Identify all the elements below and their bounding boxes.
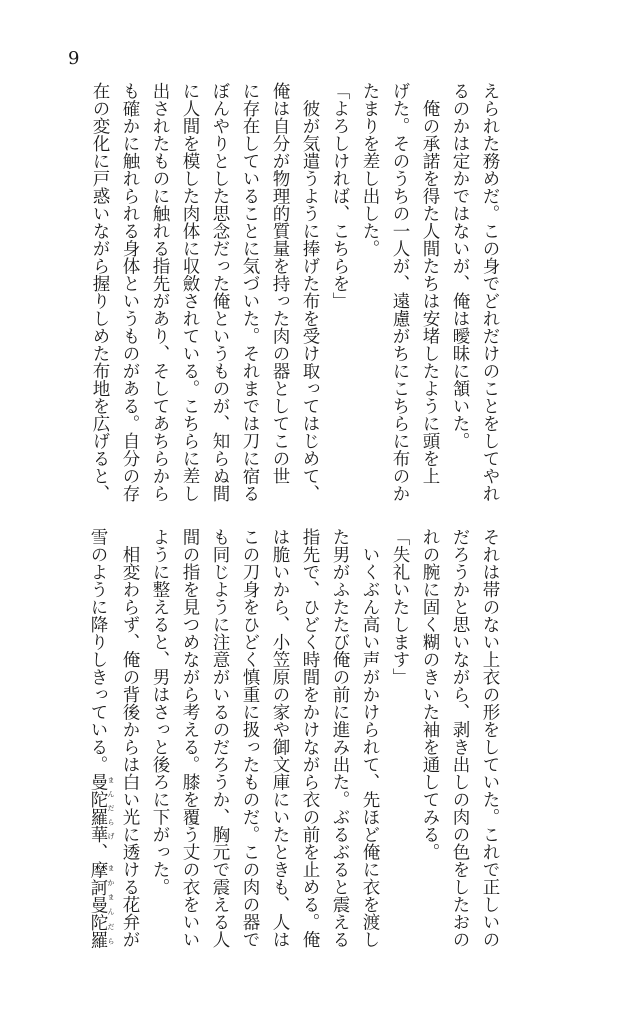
text-column: も確かに触れられる身体というものがある。自分の存: [120, 82, 140, 502]
text-column-ruby: [83, 528, 115, 948]
text-column: この刀身をひどく慎重に扱ったものだ。この肉の器で: [240, 528, 260, 948]
text-column: 間の指を見つめながら考える。膝を覆う丈の衣をいい: [180, 528, 200, 948]
text-column: ぼんやりとした思念だった俺というものが、知らぬ間: [210, 82, 230, 502]
ruby-base: 摩訶曼陀羅: [88, 860, 108, 948]
ruby-base: 曼陀羅華: [88, 773, 108, 843]
text-column: に人間を模した肉体に収斂されている。こちらに差し: [180, 82, 200, 502]
text-column: だろうかと思いながら、剥き出しの肉の色をしたおの: [450, 528, 470, 948]
text-column: 俺の承諾を得た人間たちは安堵したように頭を上: [420, 82, 440, 485]
text-column: れの腕に固く糊のきいた袖を通してみる。: [420, 528, 440, 861]
punctuation: 、: [88, 843, 108, 861]
text-column: 「よろしければ、こちらを」: [330, 82, 350, 310]
page-number: 9: [68, 48, 80, 69]
text-column: えられた務めだ。この身でどれだけのことをしてやれ: [480, 82, 500, 502]
text-column: も同じように注意がいるのだろうか、胸元で震える人: [210, 528, 230, 948]
ruby-text: まんだらげ: [107, 773, 115, 843]
text-column: るのかは定かではないが、俺は曖昧に頷いた。: [450, 82, 470, 450]
ruby-mandarage: [88, 773, 115, 843]
text-column: それは帯のない上衣の形をしていた。これで正しいの: [480, 528, 500, 948]
ruby-text: まかまんだら: [107, 860, 115, 948]
text-column: いくぶん高い声がかけられて、先ほど俺に衣を渡し: [360, 528, 380, 948]
text-block-top: [85, 82, 505, 502]
text-column: ように整えると、男はさっと後ろに下がった。: [150, 528, 170, 896]
text-column: 相変わらず、俺の背後からは白い光に透ける花弁が: [120, 528, 140, 948]
text-column: たまりを差し出した。: [360, 82, 380, 257]
text-column: 「失礼いたします」: [390, 528, 410, 686]
text-column: 在の変化に戸惑いながら握りしめた布地を広げると、: [90, 82, 110, 502]
text-column: 彼が気遣うように捧げた布を受け取ってはじめて、: [300, 82, 320, 502]
text-block-bottom: [83, 528, 505, 948]
text-column: 出されたものに触れる指先があり、そしてあちらから: [150, 82, 170, 502]
text-column: 俺は自分が物理的質量を持った肉の器としてこの世: [270, 82, 290, 485]
ruby-makamandara: [88, 860, 115, 949]
text-column: げた。そのうちの一人が、遠慮がちにこちらに布のか: [390, 82, 410, 502]
text-column: た男がふたたび俺の前に進み出た。ぶるぶると震える: [330, 528, 350, 948]
text-segment: 雪のように降りしきっている。: [88, 528, 108, 773]
text-column: 指先で、ひどく時間をかけながら衣の前を止める。俺: [300, 528, 320, 948]
text-column: に存在していることに気づいた。それまでは刀に宿る: [240, 82, 260, 502]
text-column: は脆いから、小笠原の家や御文庫にいたときも、人は: [270, 528, 290, 948]
